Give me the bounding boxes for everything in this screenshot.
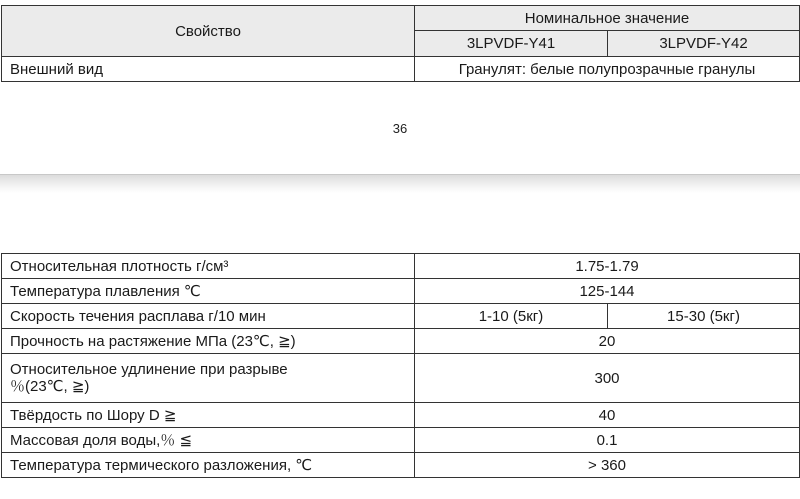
row-value: 0.1 [415,428,800,453]
row-value: 1.75-1.79 [415,254,800,279]
header-property: Свойство [2,6,415,57]
table-row [2,403,800,428]
row-label: Температура термического разложения, ℃ [2,453,415,478]
header-grade-y41: 3LPVDF-Y41 [415,31,608,57]
page-break-divider [0,174,800,193]
table-row [2,453,800,478]
row-label-line-2: ％(23℃, ≧) [10,378,90,395]
row-value: 20 [415,329,800,354]
row-label: Температура плавления ℃ [2,279,415,304]
row-label-line-1: Относительное удлинение при разрыве [10,361,288,378]
row-value-y41: 1-10 (5кг) [415,304,608,329]
table-row [2,254,800,279]
row-label: Относительная плотность г/см³ [2,254,415,279]
properties-table-header [1,5,800,82]
row-value: 300 [415,354,800,403]
row-label: Твёрдость по Шору D ≧ [2,403,415,428]
table-row [2,354,800,403]
page-number: 36 [392,121,408,136]
row-label: Массовая доля воды,％ ≦ [2,428,415,453]
row-label: Скорость течения расплава г/10 мин [2,304,415,329]
table-row [2,304,800,329]
table-row [2,428,800,453]
row-value-y42: 15-30 (5кг) [608,304,800,329]
row-value: > 360 [415,453,800,478]
row-value: 125-144 [415,279,800,304]
header-nominal-value: Номинальное значение [415,6,800,31]
header-grade-y42: 3LPVDF-Y42 [608,31,800,57]
row-label: Прочность на растяжение МПа (23℃, ≧) [2,329,415,354]
appearance-label: Внешний вид [2,57,415,82]
properties-table [1,253,800,478]
table-row [2,329,800,354]
appearance-value: Гранулят: белые полупрозрачные гранулы [415,57,800,82]
row-value: 40 [415,403,800,428]
row-label [2,354,415,403]
table-row [2,279,800,304]
